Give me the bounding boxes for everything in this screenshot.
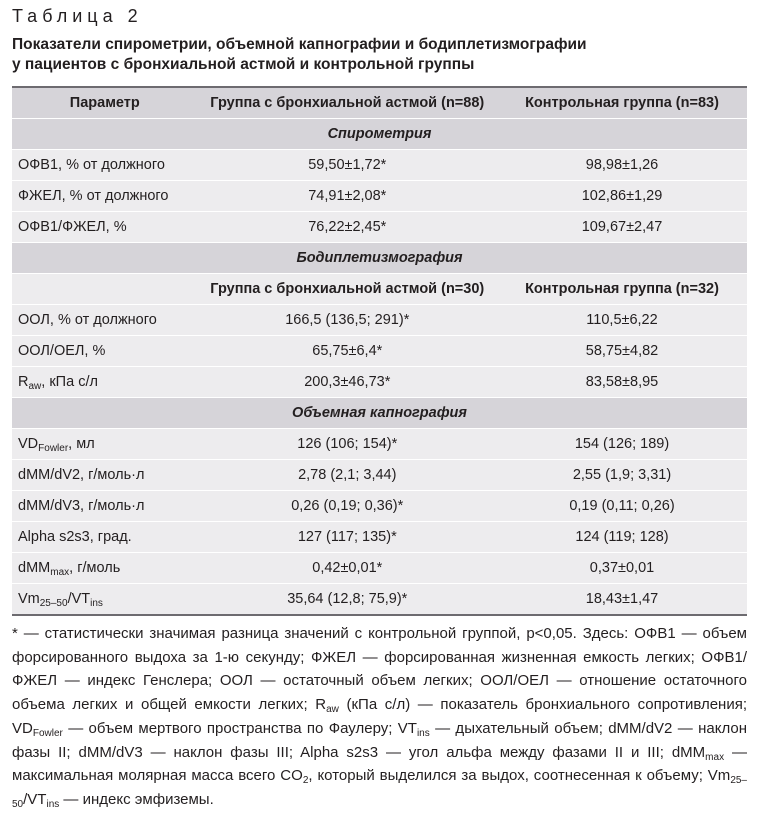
row-group2: 124 (119; 128) bbox=[497, 522, 747, 553]
row-param bbox=[12, 367, 198, 398]
section-row-bodyplethysmography bbox=[12, 243, 747, 274]
param-sub: max bbox=[50, 567, 70, 578]
footnote-part: — дыхательный объем; dMM/dV2 — наклон фазы II; dMM/dV3 — наклон фазы III; Alpha s2s3 — угол альфа между фазами II и III; dMM bbox=[12, 719, 748, 761]
row-group1: 200,3±46,73* bbox=[198, 367, 497, 398]
footnote-sub: max bbox=[705, 751, 725, 763]
row-param: dMM/dV2, г/моль·л bbox=[12, 460, 198, 491]
section-title-spirometry: Спирометрия bbox=[12, 119, 747, 150]
row-group2: 0,37±0,01 bbox=[497, 553, 747, 584]
footnote-text bbox=[12, 622, 747, 812]
footnote-part: — максимальная молярная масса всего CO bbox=[12, 743, 747, 785]
row-group2: 98,98±1,26 bbox=[497, 150, 747, 181]
subheader-empty bbox=[12, 274, 198, 305]
row-group2: 2,55 (1,9; 3,31) bbox=[497, 460, 747, 491]
param-rest: , г/моль bbox=[69, 560, 121, 576]
subheader-row bbox=[12, 274, 747, 305]
param-main: R bbox=[18, 374, 29, 390]
param-sub: aw bbox=[28, 381, 42, 392]
footnote-part: , который выделился за выдох, соотнесенная к объему; Vm bbox=[308, 767, 731, 785]
row-param: ООЛ, % от должного bbox=[12, 305, 198, 336]
footnote-sub: 2 bbox=[302, 775, 309, 787]
row-param: ООЛ/ОЕЛ, % bbox=[12, 336, 198, 367]
footnote-part: — индекс эмфиземы. bbox=[59, 790, 214, 808]
row-group1: 65,75±6,4* bbox=[198, 336, 497, 367]
footnote-part: — объем мертвого пространства по Фаулеру; VT bbox=[62, 719, 417, 737]
row-group1: 74,91±2,08* bbox=[198, 181, 497, 212]
param-main: Vm bbox=[18, 591, 40, 607]
section-row-capnography bbox=[12, 398, 747, 429]
row-group2: 102,86±1,29 bbox=[497, 181, 747, 212]
header-param: Параметр bbox=[12, 87, 198, 119]
row-group1: 59,50±1,72* bbox=[198, 150, 497, 181]
row-param bbox=[12, 429, 198, 460]
footnote-part: * — статистически значимая разница значений с контрольной группой, p<0,05. Здесь: ОФВ1 — объем форсированного выдоха за 1-ю секунду; ФЖЕЛ — форсированная жизненная емкость легких; ОФВ1/ФЖЕЛ — индекс Генслера; ООЛ — остаточный объем легких; ООЛ/ОЕЛ — отношение остаточного объема легких и общей емкости легких; R bbox=[12, 625, 747, 714]
footnote-sub: Fowler bbox=[32, 727, 63, 739]
table-row bbox=[12, 212, 747, 243]
table-row bbox=[12, 181, 747, 212]
header-row bbox=[12, 87, 747, 119]
row-param: Alpha s2s3, град. bbox=[12, 522, 198, 553]
footnote-sub: ins bbox=[416, 727, 430, 739]
row-group1: 126 (106; 154)* bbox=[198, 429, 497, 460]
row-group2: 18,43±1,47 bbox=[497, 584, 747, 616]
row-group2: 154 (126; 189) bbox=[497, 429, 747, 460]
row-group2: 58,75±4,82 bbox=[497, 336, 747, 367]
row-group2: 109,67±2,47 bbox=[497, 212, 747, 243]
row-group2: 110,5±6,22 bbox=[497, 305, 747, 336]
table-row bbox=[12, 460, 747, 491]
table-row bbox=[12, 150, 747, 181]
row-param bbox=[12, 584, 198, 616]
title-line-1: Показатели спирометрии, объемной капнографии и бодиплетизмографии bbox=[12, 36, 587, 53]
row-group2: 83,58±8,95 bbox=[497, 367, 747, 398]
table-row bbox=[12, 429, 747, 460]
param-main: dMM bbox=[18, 560, 51, 576]
row-group1: 76,22±2,45* bbox=[198, 212, 497, 243]
row-param: ОФВ1/ФЖЕЛ, % bbox=[12, 212, 198, 243]
row-group1: 35,64 (12,8; 75,9)* bbox=[198, 584, 497, 616]
param-mid: /VT bbox=[67, 591, 91, 607]
footnote-sub: ins bbox=[46, 798, 60, 810]
table-row bbox=[12, 584, 747, 616]
row-group1: 2,78 (2,1; 3,44) bbox=[198, 460, 497, 491]
subheader-group2: Контрольная группа (n=32) bbox=[497, 274, 747, 305]
param-rest: , мл bbox=[68, 436, 95, 452]
table-footnote bbox=[12, 622, 747, 812]
row-group1: 166,5 (136,5; 291)* bbox=[198, 305, 497, 336]
table-title bbox=[12, 35, 747, 75]
table-row bbox=[12, 336, 747, 367]
subheader-group1: Группа с бронхиальной астмой (n=30) bbox=[198, 274, 497, 305]
param-sub: 25–50 bbox=[39, 598, 68, 609]
footnote-sub: aw bbox=[326, 704, 339, 716]
row-group1: 0,42±0,01* bbox=[198, 553, 497, 584]
table-row bbox=[12, 491, 747, 522]
row-param: ОФВ1, % от должного bbox=[12, 150, 198, 181]
section-title-bodyplethysmography: Бодиплетизмография bbox=[12, 243, 747, 274]
table-row bbox=[12, 522, 747, 553]
table-row bbox=[12, 305, 747, 336]
section-title-capnography: Объемная капнография bbox=[12, 398, 747, 429]
row-group1: 0,26 (0,19; 0,36)* bbox=[198, 491, 497, 522]
param-sub-2: ins bbox=[90, 598, 103, 609]
footnote-sub: 25–50 bbox=[12, 775, 747, 810]
table-row bbox=[12, 553, 747, 584]
data-table bbox=[12, 86, 747, 616]
row-param: ФЖЕЛ, % от должного bbox=[12, 181, 198, 212]
header-group1: Группа с бронхиальной астмой (n=88) bbox=[198, 87, 497, 119]
header-group2: Контрольная группа (n=83) bbox=[497, 87, 747, 119]
footnote-part: /VT bbox=[23, 790, 47, 808]
param-main: VD bbox=[18, 436, 39, 452]
param-rest: , кПа с/л bbox=[41, 374, 98, 390]
table-caption: Таблица 2 bbox=[12, 6, 143, 26]
param-sub: Fowler bbox=[38, 443, 69, 454]
row-group2: 0,19 (0,11; 0,26) bbox=[497, 491, 747, 522]
row-param bbox=[12, 553, 198, 584]
section-row-spirometry bbox=[12, 119, 747, 150]
table-row bbox=[12, 367, 747, 398]
row-group1: 127 (117; 135)* bbox=[198, 522, 497, 553]
row-param: dMM/dV3, г/моль·л bbox=[12, 491, 198, 522]
footnote-part: (кПа с/л) — показатель бронхиального сопротивления; VD bbox=[12, 696, 747, 737]
title-line-2: у пациентов с бронхиальной астмой и контрольной группы bbox=[12, 56, 475, 73]
